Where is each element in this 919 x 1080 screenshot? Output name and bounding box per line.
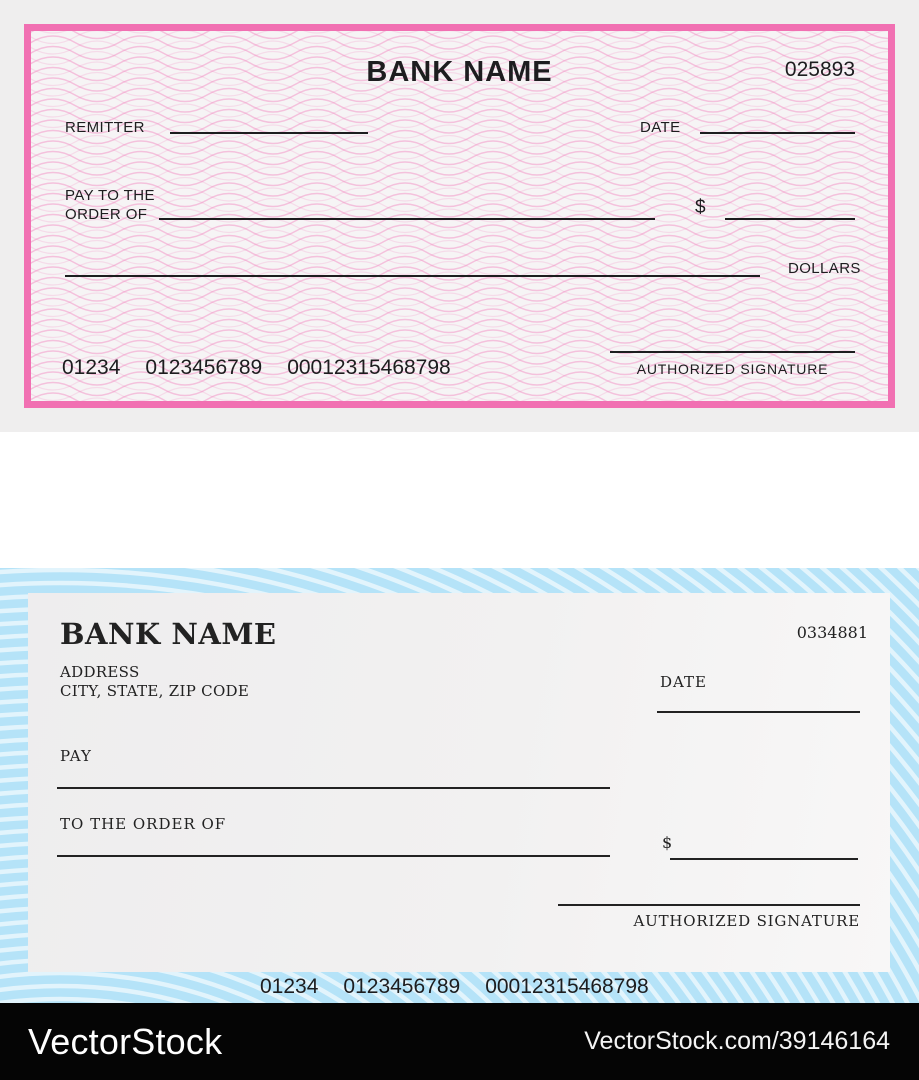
amount-line — [725, 218, 855, 220]
address-line1: ADDRESS — [60, 663, 140, 681]
micr-account-number: 00012315468798 — [485, 975, 649, 998]
signature-line — [610, 351, 855, 353]
pay-line — [57, 787, 610, 789]
remitter-label: REMITTER — [65, 119, 145, 136]
date-line — [657, 711, 860, 713]
micr-check-number: 01234 — [62, 356, 121, 379]
order-label: TO THE ORDER OF — [60, 815, 227, 833]
order-line — [57, 855, 610, 857]
bank-name: BANK NAME — [60, 617, 277, 651]
address-line2: CITY, STATE, ZIP CODE — [60, 682, 250, 700]
brand-logo: VectorStock — [28, 1020, 223, 1062]
check-bottom — [28, 593, 890, 972]
date-label: DATE — [640, 119, 681, 136]
micr-line — [62, 356, 451, 380]
amount-words-line — [65, 275, 760, 277]
micr-check-number: 01234 — [260, 975, 319, 998]
micr-routing-number: 0123456789 — [343, 975, 461, 998]
footer-bar — [0, 1003, 919, 1080]
date-label: DATE — [660, 673, 707, 691]
remitter-line — [170, 132, 368, 134]
micr-line — [260, 975, 649, 999]
dollar-sign: $ — [695, 197, 706, 218]
dollar-sign: $ — [662, 833, 673, 852]
bank-address — [60, 663, 249, 701]
pay-to-line1: PAY TO THE — [65, 187, 155, 204]
dollars-label: DOLLARS — [788, 260, 861, 277]
pay-to-line — [159, 218, 655, 220]
signature-label: AUTHORIZED SIGNATURE — [633, 912, 860, 930]
pay-label: PAY — [60, 747, 92, 765]
check-top-inner — [31, 31, 888, 401]
date-line — [700, 132, 855, 134]
top-section-background — [0, 0, 919, 432]
signature-line — [558, 904, 860, 906]
check-number: 0334881 — [796, 623, 868, 642]
check-number: 025893 — [784, 58, 855, 81]
micr-routing-number: 0123456789 — [145, 356, 263, 379]
watermark-text: VectorStock.com/39146164 — [584, 1027, 890, 1055]
bank-name: BANK NAME — [366, 56, 553, 88]
micr-account-number: 00012315468798 — [287, 356, 451, 379]
blue-section-background — [0, 568, 919, 1003]
check-top — [24, 24, 895, 408]
pay-to-label — [65, 186, 155, 224]
amount-line — [670, 858, 858, 860]
signature-label: AUTHORIZED SIGNATURE — [636, 361, 829, 377]
pay-to-line2: ORDER OF — [65, 206, 148, 223]
